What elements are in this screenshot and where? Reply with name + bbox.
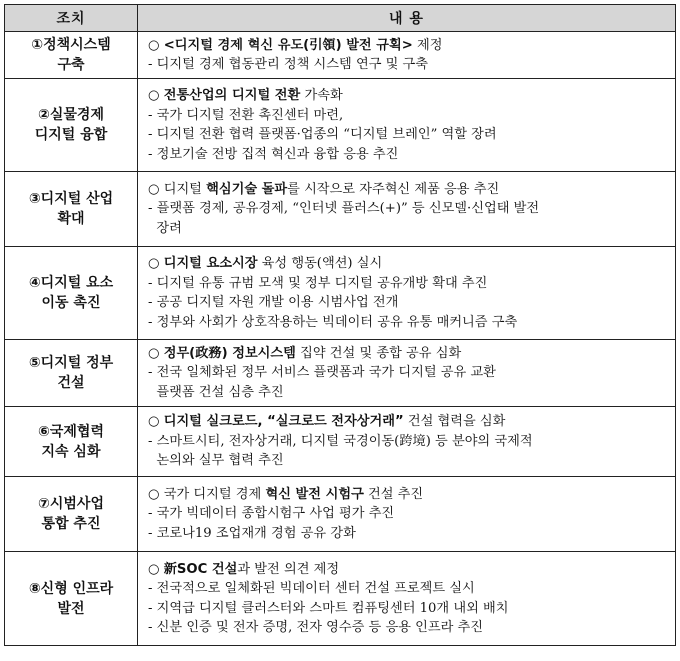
content-item: - 정보기술 전방 집적 혁신과 융합 응용 추진 [148, 146, 399, 162]
headline-bold: 디지털 요소시장 [163, 256, 258, 271]
row-label-line: ⑧신형 인프라 [28, 580, 114, 597]
content-item: - 전국 일체화된 정무 서비스 플랫폼과 국가 디지털 공유 교환 [148, 365, 496, 381]
row-label-line: 확대 [57, 211, 85, 227]
headline-bold: 디지털 실크로드, “실크로드 전자상거래” [163, 414, 404, 430]
content-item: - 국가 빅데이터 종합시험구 사업 평가 추진 [148, 506, 395, 522]
row-content [138, 79, 676, 172]
headline-post: 집약 건설 및 종합 공유 심화 [295, 345, 462, 361]
row-label-line: 발전 [57, 600, 85, 617]
headline-post: 과 발전 의견 제정 [237, 561, 340, 577]
content-headline [148, 412, 667, 432]
row-label-line: 통합 추진 [41, 516, 101, 532]
row-label [5, 79, 138, 172]
headline-pre: ○ 디지털 [148, 181, 207, 197]
content-item: - 플랫폼 경제, 공유경제, “인터넷 플러스(+)” 등 신모델·신업태 발전 [148, 201, 540, 217]
table-row [5, 552, 676, 646]
headline-post: 건설 협력을 심화 [403, 414, 506, 430]
headline-bold: <디지털 경제 혁신 유도(引領) 발전 규획> [163, 37, 413, 53]
row-label-line: ②실물경제 [38, 107, 104, 123]
content-headline [148, 254, 667, 274]
policy-table [4, 4, 676, 646]
content-item: - 신분 인증 및 전자 증명, 전자 영수증 등 응용 인프라 추진 [148, 620, 484, 635]
table-row [5, 172, 676, 247]
row-label-line: 지속 심화 [41, 443, 101, 460]
row-content [138, 172, 676, 247]
headline-pre: ○ 국가 디지털 경제 [148, 486, 266, 502]
content-item: - 지역급 디지털 클러스터와 스마트 컴퓨팅센터 10개 내외 배치 [148, 600, 509, 616]
row-label-line: 디지털 융합 [34, 127, 108, 143]
headline-bold: 전통산업의 디지털 전환 [163, 88, 301, 103]
row-label [5, 552, 138, 646]
row-label-line: 이동 촉진 [41, 295, 101, 311]
content-item: 논의와 실무 협력 추진 [148, 453, 284, 469]
headline-pre: ○ [148, 88, 164, 103]
content-headline [148, 36, 667, 56]
content-item: 플랫폼 건설 심층 추진 [148, 384, 284, 400]
content-headline [148, 485, 667, 505]
content-item: - 스마트시티, 전자상거래, 디지털 국경이동(跨境) 등 분야의 국제적 [148, 433, 533, 449]
row-label-line: ⑦시범사업 [38, 496, 104, 512]
content-headline [148, 180, 667, 200]
content-headline [148, 344, 667, 364]
row-content [138, 247, 676, 340]
header-content: 내 용 [138, 5, 676, 32]
content-headline [148, 86, 667, 106]
headline-bold: 혁신 발전 시험구 [265, 486, 364, 502]
row-label [5, 477, 138, 552]
table-row [5, 407, 676, 477]
headline-post: 건설 추진 [363, 486, 424, 502]
row-label-line: 건설 [57, 375, 85, 391]
content-item: 장려 [148, 220, 182, 236]
content-item: - 디지털 유통 규범 모색 및 정부 디지털 공유개방 확대 추진 [148, 275, 488, 291]
table-row [5, 340, 676, 407]
headline-pre: ○ [148, 256, 164, 271]
row-content [138, 340, 676, 407]
headline-bold: 新SOC 건설 [163, 561, 238, 577]
headline-post: 제정 [412, 37, 443, 53]
row-label-line: ③디지털 산업 [28, 191, 114, 207]
row-label [5, 340, 138, 407]
headline-pre: ○ [148, 37, 164, 53]
row-label-line: ①정책시스템 [31, 37, 111, 53]
content-item: - 코로나19 조업재개 경험 공유 강화 [148, 525, 356, 541]
table-row [5, 247, 676, 340]
row-label [5, 407, 138, 477]
content-item: - 국가 디지털 전환 촉진센터 마련, [148, 107, 344, 123]
headline-post: 육성 행동(액션) 실시 [257, 256, 383, 271]
headline-bold: 정무(政務) 정보시스템 [163, 345, 296, 361]
content-item: - 디지털 경제 협동관리 정책 시스템 연구 및 구축 [148, 57, 429, 72]
headline-pre: ○ [148, 345, 164, 361]
row-label-line: ⑤디지털 정부 [28, 355, 114, 371]
table-row [5, 32, 676, 79]
row-content [138, 552, 676, 646]
row-content [138, 407, 676, 477]
policy-table-container [4, 4, 675, 646]
content-item: - 정부와 사회가 상호작용하는 빅데이터 공유 유통 매커니즘 구축 [148, 314, 518, 330]
row-label [5, 32, 138, 79]
row-label-line: ⑥국제협력 [38, 423, 104, 440]
header-row [5, 5, 676, 32]
row-content [138, 32, 676, 79]
headline-post: 를 시작으로 자주혁신 제품 응용 추진 [287, 181, 500, 197]
table-row [5, 477, 676, 552]
row-label-line: ④디지털 요소 [28, 275, 114, 291]
table-row [5, 79, 676, 172]
headline-bold: 핵심기술 돌파 [206, 181, 288, 197]
content-headline [148, 560, 667, 580]
row-label-line: 구축 [57, 57, 85, 73]
content-item: - 공공 디지털 자원 개발 이용 시범사업 전개 [148, 295, 399, 310]
header-measure: 조치 [5, 5, 138, 32]
content-item: - 디지털 전환 협력 플랫폼·업종의 “디지털 브레인” 역할 장려 [148, 127, 497, 142]
headline-pre: ○ [148, 414, 164, 430]
headline-post: 가속화 [300, 88, 343, 103]
headline-pre: ○ [148, 561, 164, 577]
row-label [5, 247, 138, 340]
content-item: - 전국적으로 일체화된 빅데이터 센터 건설 프로젝트 실시 [148, 581, 475, 596]
row-label [5, 172, 138, 247]
row-content [138, 477, 676, 552]
